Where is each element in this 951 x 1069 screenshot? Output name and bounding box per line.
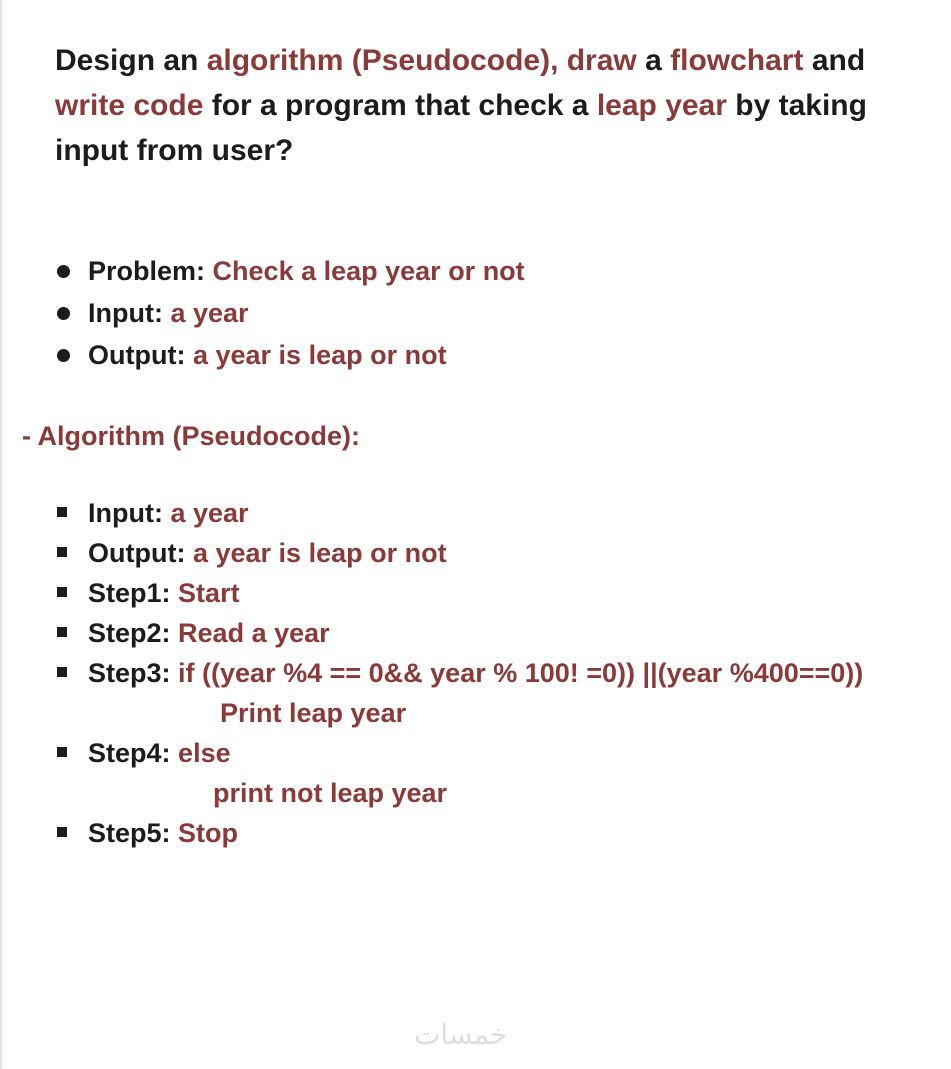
summary-list xyxy=(55,250,525,376)
summary-value: a year is leap or not xyxy=(192,340,447,370)
step-item-step1 xyxy=(55,573,863,613)
step-value: Stop xyxy=(178,818,239,848)
title-segment: for a program that check a xyxy=(203,89,597,122)
question-title xyxy=(55,38,935,173)
step-label: Step2: xyxy=(88,618,171,648)
summary-item-output xyxy=(55,334,525,376)
step-label: Step4: xyxy=(88,738,171,768)
summary-label: Output: xyxy=(88,340,186,370)
bullet-dot-icon xyxy=(57,307,70,320)
step-value: a year xyxy=(170,498,249,528)
step-value: else xyxy=(178,738,231,768)
step-item-step5 xyxy=(55,813,863,853)
page-left-border xyxy=(0,0,2,1069)
bullet-square-icon xyxy=(57,507,67,517)
title-segment-highlight: flowchart xyxy=(670,44,804,77)
bullet-dot-icon xyxy=(57,265,70,278)
step-item-step2 xyxy=(55,613,863,653)
summary-label: Input: xyxy=(88,298,163,328)
title-segment: and xyxy=(803,44,866,77)
step-value: Read a year xyxy=(178,618,330,648)
step-label: Step1: xyxy=(88,578,171,608)
bullet-square-icon xyxy=(57,547,67,557)
bullet-square-icon xyxy=(57,747,67,757)
title-segment: by taking input from user? xyxy=(55,89,867,167)
summary-value: Check a leap year or not xyxy=(212,256,525,286)
step-label: Step3: xyxy=(88,658,171,688)
title-segment: a xyxy=(636,44,671,77)
step-item-output xyxy=(55,533,863,573)
bullet-square-icon xyxy=(57,667,67,677)
summary-item-input xyxy=(55,292,525,334)
step-item-input xyxy=(55,493,863,533)
watermark-logo: خمسات xyxy=(414,1018,508,1051)
step-label: Input: xyxy=(88,498,163,528)
step-item-step3 xyxy=(55,653,863,733)
step-continuation: print not leap year xyxy=(213,778,448,808)
summary-label: Problem: xyxy=(88,256,206,286)
bullet-square-icon xyxy=(57,627,67,637)
title-segment-highlight: leap year xyxy=(596,89,727,122)
bullet-square-icon xyxy=(57,587,67,597)
title-segment: Design an xyxy=(55,44,207,77)
step-value: a year is leap or not xyxy=(192,538,447,568)
summary-value: a year xyxy=(170,298,249,328)
step-label: Step5: xyxy=(88,818,171,848)
title-segment-highlight: algorithm (Pseudocode), draw xyxy=(206,44,637,77)
title-segment-highlight: write code xyxy=(55,89,204,122)
step-value: Start xyxy=(178,578,240,608)
step-continuation: Print leap year xyxy=(220,698,407,728)
summary-item-problem xyxy=(55,250,525,292)
algorithm-heading: - Algorithm (Pseudocode): xyxy=(22,421,360,451)
bullet-dot-icon xyxy=(57,349,70,362)
algorithm-steps-list xyxy=(55,493,863,853)
step-item-step4 xyxy=(55,733,863,813)
step-label: Output: xyxy=(88,538,186,568)
bullet-square-icon xyxy=(57,827,67,837)
step-value: if ((year %4 == 0&& year % 100! =0)) ||(year %400==0)) xyxy=(178,658,864,688)
